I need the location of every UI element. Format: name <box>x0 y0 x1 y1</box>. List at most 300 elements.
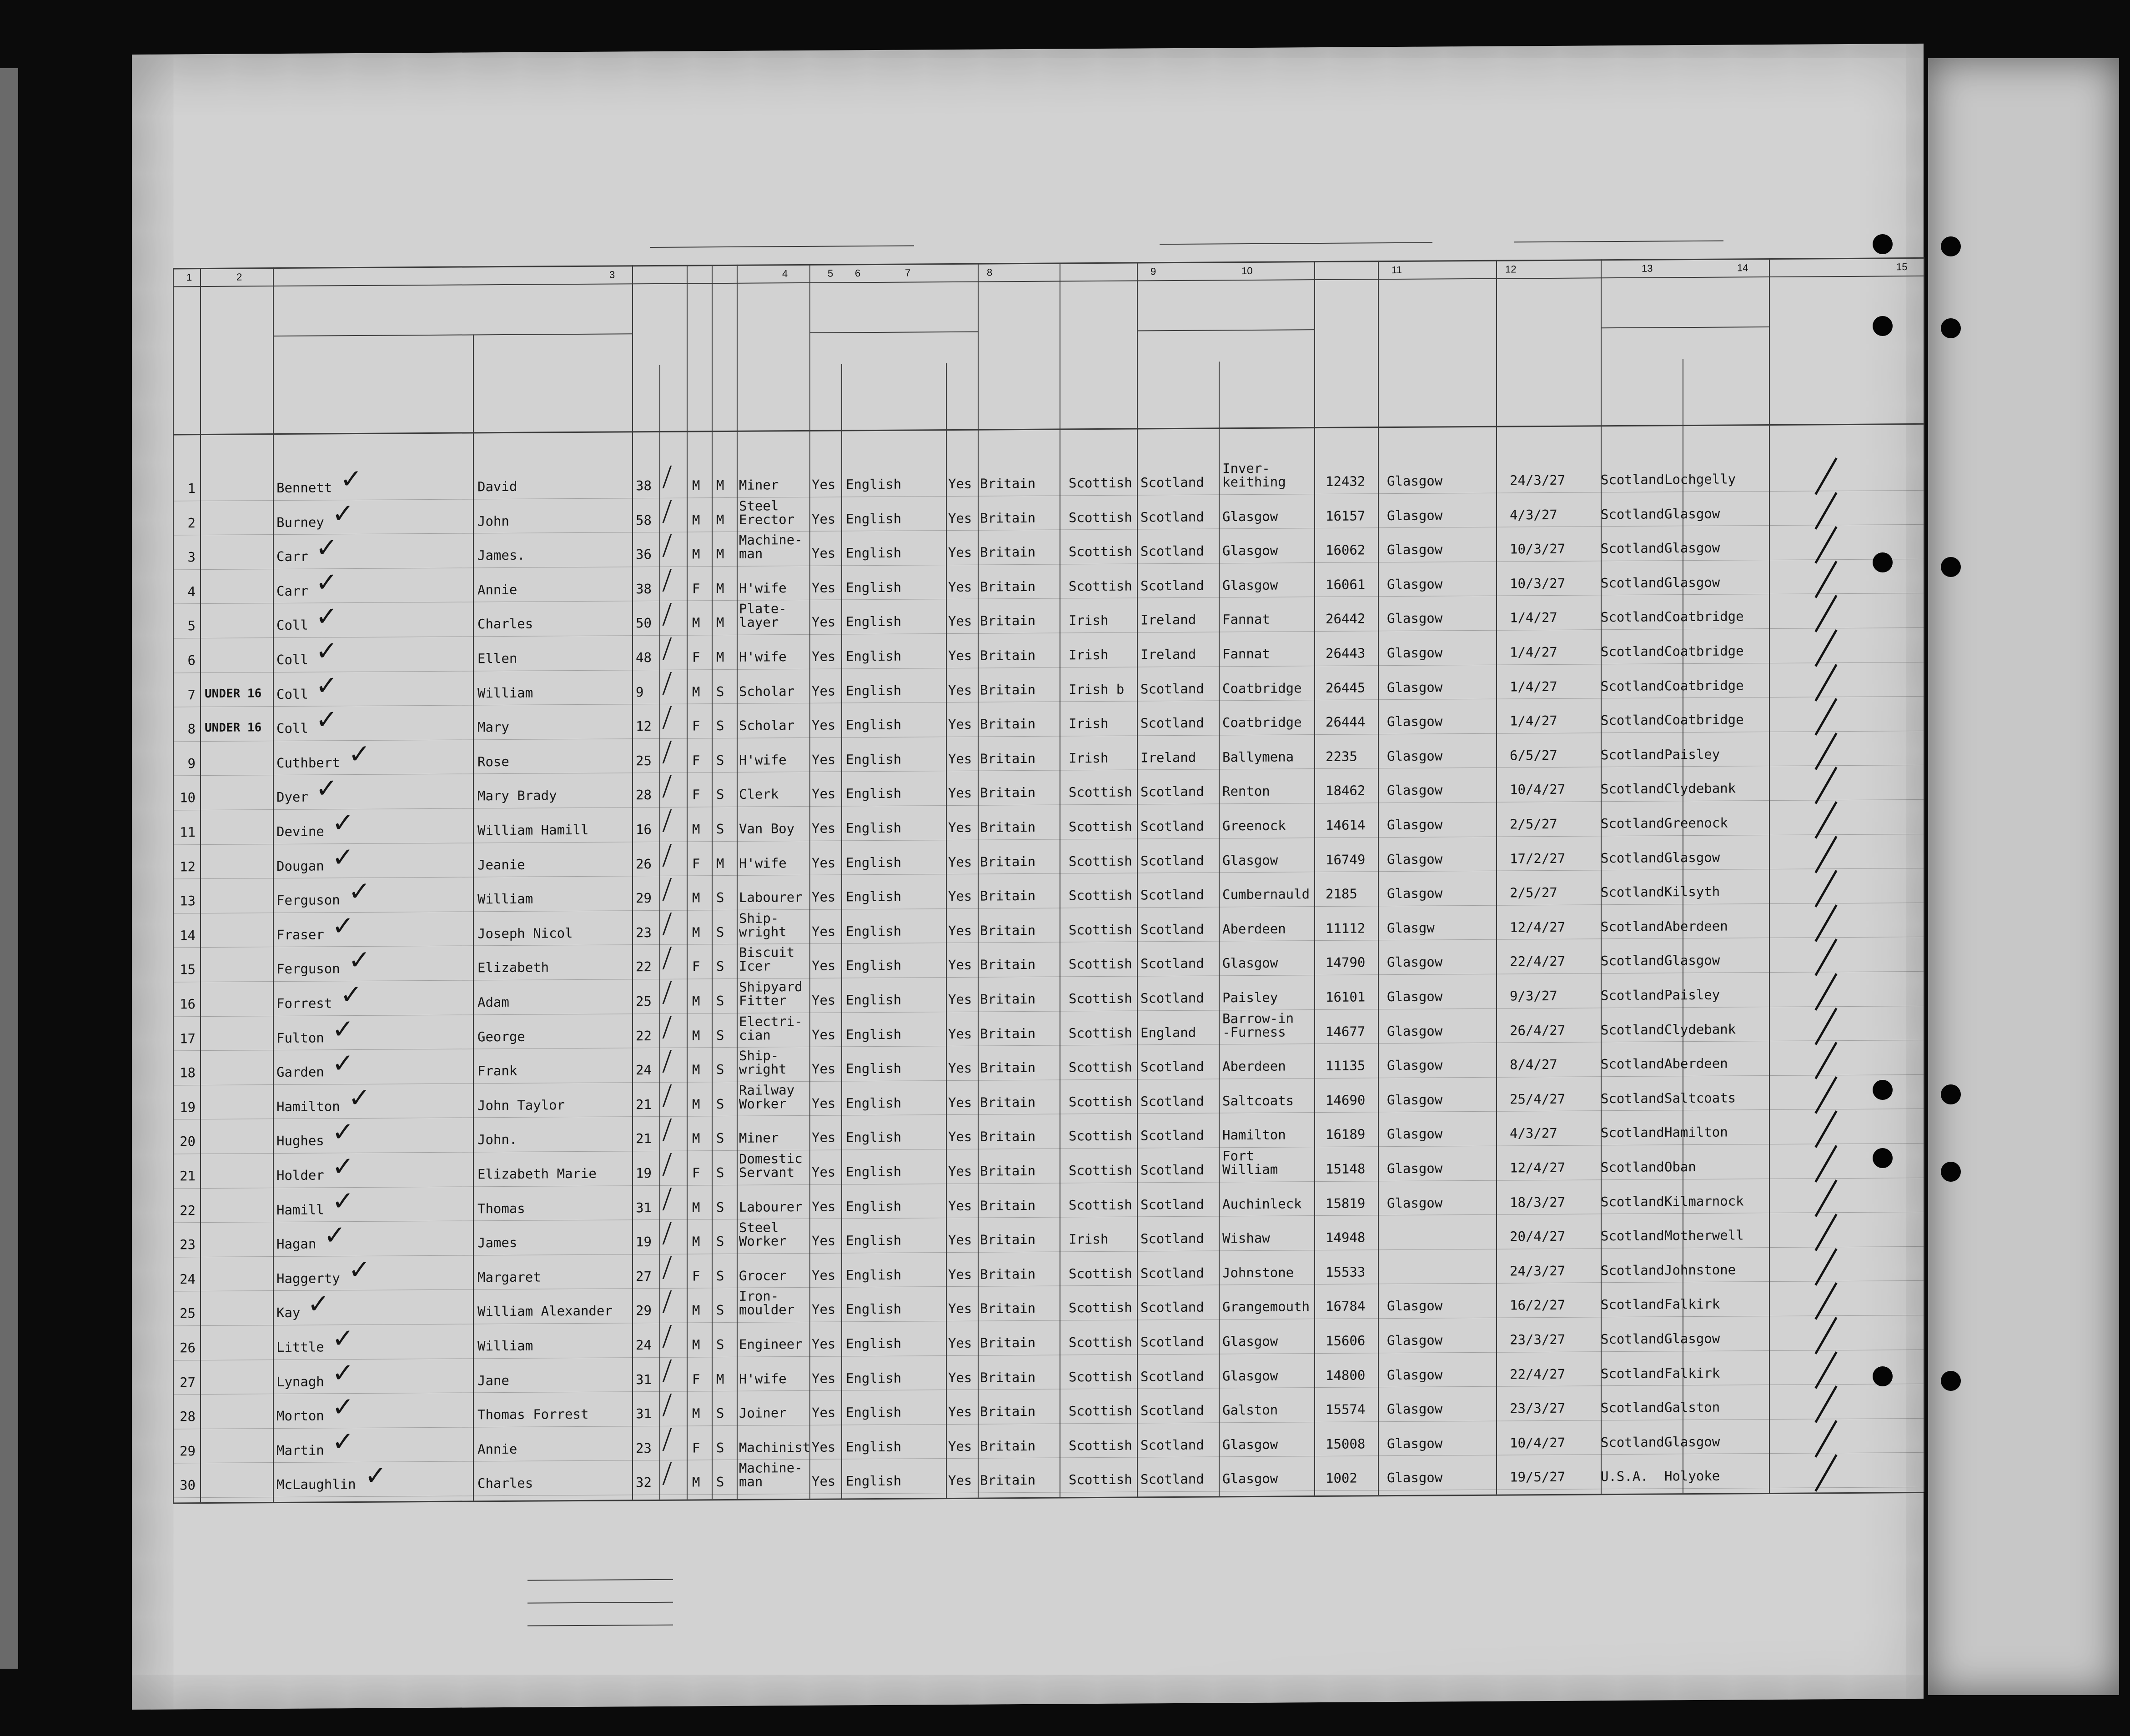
cell-family: Hughes <box>276 1133 324 1149</box>
cell-family: Martin <box>276 1442 324 1458</box>
cell-write: Yes <box>948 923 972 938</box>
checkmark-icon: ✓ <box>340 978 362 1010</box>
cell-nat: Britain <box>980 819 1036 835</box>
checkmark-icon: ✓ <box>332 1116 354 1148</box>
cell-issued: Glasgow <box>1387 1401 1443 1417</box>
punch-hole <box>1941 557 1961 577</box>
cell-age: 25 <box>636 993 652 1009</box>
cell-sex: M <box>692 615 700 631</box>
cell-nat: Britain <box>980 1025 1036 1042</box>
cell-nat: Britain <box>980 1060 1036 1076</box>
cell-rcity: Holyoke <box>1664 1468 1720 1484</box>
hdr-place-of-birth <box>1137 313 1314 314</box>
cell-country: Scotland <box>1140 681 1204 697</box>
cell-country: Scotland <box>1140 1368 1204 1385</box>
punch-hole <box>1873 1080 1893 1100</box>
cell-rcity: Coatbridge <box>1664 608 1744 625</box>
cell-visa: 15606 <box>1326 1333 1366 1349</box>
cell-age: 25 <box>636 753 652 769</box>
cell-sex: M <box>692 890 700 906</box>
cell-date: 8/4/27 <box>1510 1057 1557 1073</box>
cell-country: Scotland <box>1140 887 1204 903</box>
cell-nat: Britain <box>980 1404 1036 1420</box>
cell-family: Carr <box>276 548 308 565</box>
cell-write: Yes <box>948 751 972 767</box>
age-tick-icon: ╱ <box>660 1188 674 1210</box>
cell-race: Scottish <box>1069 887 1132 903</box>
cell-date: 23/3/27 <box>1510 1400 1566 1416</box>
cell-nat: Britain <box>980 1197 1036 1214</box>
age-tick-icon: ╱ <box>660 1325 674 1348</box>
cell-visa: 2185 <box>1326 886 1357 902</box>
cell-occupation-line2: layer <box>739 614 779 631</box>
cell-visa: 26443 <box>1326 645 1366 661</box>
cell-no: 14 <box>180 927 196 943</box>
age-tick-icon: ╱ <box>660 1291 674 1314</box>
cell-no: 18 <box>180 1065 196 1081</box>
cell-country: Scotland <box>1140 955 1204 972</box>
cell-race: Irish b <box>1069 681 1125 697</box>
cell-age: 12 <box>636 718 652 734</box>
cell-race: Scottish <box>1069 784 1132 800</box>
cell-sex: M <box>692 512 700 528</box>
cell-issued: Glasgow <box>1387 542 1443 558</box>
cell-occupation: Biscuit <box>739 944 795 961</box>
cell-issued: Glasgow <box>1387 817 1443 833</box>
cell-ms: S <box>716 821 724 837</box>
cell-sex: M <box>692 1405 700 1421</box>
cell-age: 24 <box>636 1062 652 1078</box>
checkmark-icon: ✓ <box>332 1323 354 1354</box>
checkmark-icon: ✓ <box>316 532 338 563</box>
cell-birth-city: Galston <box>1222 1402 1278 1418</box>
cell-rcity: Paisley <box>1664 746 1720 763</box>
cell-issued: Glasgow <box>1387 645 1443 661</box>
cell-sex: M <box>692 683 700 700</box>
cell-birth-city: Coatbridge <box>1222 714 1302 731</box>
cell-given: James. <box>477 547 525 563</box>
cell-visa: 16784 <box>1326 1298 1366 1315</box>
checkmark-icon: ✓ <box>348 1254 371 1285</box>
cell-birth-city-line2: keithing <box>1222 474 1286 490</box>
cell-given: Ellen <box>477 650 517 667</box>
cell-ms: S <box>716 993 724 1009</box>
cell-ms: M <box>716 615 724 631</box>
cell-ms: S <box>716 1027 724 1043</box>
cell-lang: English <box>846 1439 902 1455</box>
cell-visa: 15008 <box>1326 1436 1366 1452</box>
cell-given: Annie <box>477 1441 517 1457</box>
cell-issued: Glasgow <box>1387 679 1443 695</box>
cell-lang: English <box>846 579 902 596</box>
cell-lang: English <box>846 992 902 1008</box>
cell-given: Joseph Nicol <box>477 925 573 942</box>
cell-race: Scottish <box>1069 1403 1132 1419</box>
cell-lang: English <box>846 1404 902 1420</box>
cell-rcity: Kilmarnock <box>1664 1193 1744 1209</box>
cell-age: 29 <box>636 1303 652 1319</box>
cell-lang: English <box>846 545 902 561</box>
cell-family: Carr <box>276 583 308 599</box>
cell-lang: English <box>846 820 902 836</box>
cell-no: 5 <box>187 618 196 634</box>
checkmark-icon: ✓ <box>332 1013 354 1044</box>
cell-no: 13 <box>180 893 196 909</box>
cell-nat: Britain <box>980 475 1036 492</box>
cell-read: Yes <box>812 683 836 699</box>
cell-no: 9 <box>187 755 196 772</box>
cell-visa: 14790 <box>1326 954 1366 971</box>
cell-issued: Glasgow <box>1387 885 1443 902</box>
cell-read: Yes <box>812 958 836 974</box>
cell-family: Dyer <box>276 789 308 805</box>
cell-birth-city: Inver- <box>1222 460 1270 477</box>
cell-visa: 16061 <box>1326 577 1366 592</box>
cell-read: Yes <box>812 1233 836 1249</box>
cell-rcountry: Scotland <box>1601 1056 1664 1072</box>
cell-lang: English <box>846 1301 902 1317</box>
punch-hole <box>1941 318 1961 338</box>
cell-nat: Britain <box>980 510 1036 526</box>
column-number: 8 <box>987 266 993 278</box>
cell-sex: F <box>692 1371 700 1387</box>
cell-issued: Glasgow <box>1387 1126 1443 1142</box>
cell-rcity: Paisley <box>1664 987 1720 1003</box>
cell-lang: English <box>846 958 902 973</box>
column-number: 3 <box>609 269 615 281</box>
cell-no: 15 <box>180 962 196 978</box>
cell-country: Scotland <box>1140 474 1204 491</box>
cell-issued: Glasgow <box>1387 1470 1443 1486</box>
cell-visa: 16062 <box>1326 542 1366 558</box>
cell-date: 12/4/27 <box>1510 919 1566 935</box>
cell-issued: Glasgow <box>1387 851 1443 867</box>
cell-given: Adam <box>477 994 509 1010</box>
cell-occupation: Labourer <box>739 889 803 906</box>
age-tick-icon: ╱ <box>660 466 674 489</box>
cell-given: Jeanie <box>477 857 525 873</box>
cell-rcountry: Scotland <box>1601 472 1664 488</box>
cell-race: Scottish <box>1069 1094 1132 1110</box>
punch-hole <box>1873 316 1893 336</box>
checkmark-icon: ✓ <box>348 738 371 769</box>
cell-occupation: Machine- <box>739 1460 803 1476</box>
cell-given: William Alexander <box>477 1303 613 1320</box>
cell-race: Scottish <box>1069 1334 1132 1350</box>
cell-occupation-line2: Worker <box>739 1233 787 1249</box>
cell-birth-city-line2: William <box>1222 1161 1278 1178</box>
cell-sex: F <box>692 1165 700 1181</box>
cell-given: John <box>477 513 509 529</box>
cell-visa: 18462 <box>1326 783 1366 799</box>
cell-write: Yes <box>948 888 972 904</box>
cell-sex: F <box>692 649 700 665</box>
cell-birth-city: Renton <box>1222 783 1270 799</box>
cell-occupation: H'wife <box>739 855 787 871</box>
cell-race: Scottish <box>1069 1197 1132 1213</box>
age-tick-icon: ╱ <box>660 1016 674 1039</box>
cell-family: Coll <box>276 720 308 737</box>
cell-lang: English <box>846 854 902 871</box>
cell-race: Scottish <box>1069 1265 1132 1282</box>
cell-occupation-line2: Fitter <box>739 993 787 1008</box>
cell-rcountry: Scotland <box>1601 1022 1664 1038</box>
cell-age: 31 <box>636 1199 652 1215</box>
cell-issued: Glasgow <box>1387 1332 1443 1349</box>
cell-ms: S <box>716 958 724 974</box>
cell-country: Scotland <box>1140 783 1204 800</box>
cell-ms: S <box>716 1302 724 1318</box>
cell-family: Coll <box>276 652 308 668</box>
cell-no: 23 <box>180 1237 196 1253</box>
age-tick-icon: ╱ <box>660 775 674 798</box>
cell-read: Yes <box>812 752 836 768</box>
cell-visa: 14948 <box>1326 1229 1366 1246</box>
cell-rcity: Glasgow <box>1664 849 1720 866</box>
cell-occupation: Joiner <box>739 1405 787 1421</box>
cell-rcity: Glasgow <box>1664 540 1720 556</box>
cell-lang: English <box>846 1164 902 1180</box>
age-tick-icon: ╱ <box>660 810 674 833</box>
cell-given: George <box>477 1029 525 1044</box>
cell-birth-city: Johnstone <box>1222 1264 1294 1281</box>
cell-write: Yes <box>948 510 972 526</box>
cell-age: 23 <box>636 1440 652 1456</box>
cell-sex: M <box>692 1062 700 1078</box>
cell-no: 27 <box>180 1374 196 1390</box>
cell-ms: S <box>716 1199 724 1215</box>
cell-occupation-line2: moulder <box>739 1302 795 1318</box>
cell-lang: English <box>846 1335 902 1352</box>
cell-no: 28 <box>180 1409 196 1425</box>
checkmark-icon: ✓ <box>332 1151 354 1182</box>
checkmark-icon: ✓ <box>332 1425 354 1457</box>
cell-sex: M <box>692 993 700 1009</box>
cell-issued: Glasgw <box>1387 920 1435 936</box>
cell-visa: 26444 <box>1326 714 1366 730</box>
cell-rcountry: Scotland <box>1601 1124 1664 1141</box>
cell-race: Irish <box>1069 612 1109 628</box>
cell-lang: English <box>846 1198 902 1214</box>
cell-country: Scotland <box>1140 853 1204 869</box>
cell-rcity: Glasgow <box>1664 1330 1720 1347</box>
age-tick-icon: ╱ <box>660 1050 674 1073</box>
service-name <box>223 94 359 95</box>
cell-rcity: Motherwell <box>1664 1227 1744 1244</box>
hdr-family-name <box>273 371 409 372</box>
cell-read: Yes <box>812 1336 836 1352</box>
cell-rcountry: Scotland <box>1601 1434 1664 1450</box>
passenger-table <box>132 44 1924 1493</box>
hdr-read-language <box>841 363 941 364</box>
cell-ms: S <box>716 890 724 906</box>
cell-read: Yes <box>812 1301 836 1318</box>
cell-race: Scottish <box>1069 1128 1132 1144</box>
cell-family: Haggerty <box>276 1270 340 1286</box>
hdr-head-tax <box>200 326 264 327</box>
cell-rcountry: Scotland <box>1601 987 1664 1003</box>
cell-visa: 11112 <box>1326 920 1366 936</box>
cell-given: Mary <box>477 719 509 735</box>
checkmark-icon: ✓ <box>316 567 338 598</box>
cell-write: Yes <box>948 785 972 801</box>
cell-sex: F <box>692 787 700 803</box>
cell-birth-city: Paisley <box>1222 989 1278 1006</box>
cell-rcity: Coatbridge <box>1664 677 1744 694</box>
cell-read: Yes <box>812 580 836 596</box>
cell-rcity: Glasgow <box>1664 574 1720 591</box>
cell-occupation: Clerk <box>739 786 779 803</box>
cell-birth-city: Glasgow <box>1222 1368 1278 1384</box>
cell-read: Yes <box>812 1473 836 1490</box>
cell-issued: Glasgow <box>1387 954 1443 970</box>
cell-rcity: Coatbridge <box>1664 643 1744 659</box>
cell-sex: M <box>692 1027 700 1044</box>
cell-nat: Britain <box>980 1163 1036 1179</box>
checkmark-icon: ✓ <box>316 635 338 667</box>
cell-no: 11 <box>180 824 196 840</box>
age-tick-icon: ╱ <box>660 1429 674 1451</box>
cell-family: Hamilton <box>276 1099 340 1114</box>
cell-ms: S <box>716 1234 724 1249</box>
hdr-issued-at <box>1378 349 1496 350</box>
cell-ms: S <box>716 1440 724 1455</box>
cell-rcountry: Scotland <box>1601 781 1664 797</box>
cell-country: Scotland <box>1140 577 1204 594</box>
cell-given: Elizabeth <box>477 959 549 976</box>
age-tick-icon: ╱ <box>660 1085 674 1108</box>
cell-given: Thomas Forrest <box>477 1406 589 1423</box>
cell-write: Yes <box>948 716 972 733</box>
cell-occupation-line2: man <box>739 1474 763 1490</box>
cell-no: 30 <box>180 1477 196 1493</box>
age-tick-icon: ╱ <box>660 1257 674 1279</box>
cell-sex: F <box>692 581 700 597</box>
cell-lang: English <box>846 1026 902 1043</box>
cell-lang: English <box>846 786 902 802</box>
column-number: 9 <box>1150 266 1156 277</box>
age-tick-icon: ╱ <box>660 707 674 729</box>
cell-birth-city: Glasgow <box>1222 542 1278 559</box>
cell-date: 10/3/27 <box>1510 541 1566 557</box>
cell-ms: S <box>716 1165 724 1181</box>
cell-family: Ferguson <box>276 961 340 977</box>
cell-occupation: Steel <box>739 1219 779 1236</box>
punch-hole <box>1873 234 1893 254</box>
cell-lang: English <box>846 614 902 630</box>
cell-age: 19 <box>636 1165 652 1181</box>
cell-ms: S <box>716 924 724 940</box>
cell-no: 1 <box>187 481 196 497</box>
cell-race: Scottish <box>1069 1369 1132 1385</box>
cell-birth-city: Greenock <box>1222 818 1286 834</box>
cell-nat: Britain <box>980 647 1036 663</box>
cell-lang: English <box>846 923 902 939</box>
column-number: 2 <box>236 271 242 283</box>
cell-nat: Britain <box>980 922 1036 938</box>
cell-write: Yes <box>948 682 972 698</box>
cell-lang: English <box>846 648 902 664</box>
cell-lang: English <box>846 1060 902 1077</box>
cell-given: Rose <box>477 753 509 770</box>
cell-issued: Glasgow <box>1387 576 1443 592</box>
age-tick-icon: ╱ <box>660 569 674 592</box>
cell-read: Yes <box>812 1164 836 1180</box>
cell-age: 38 <box>636 478 652 494</box>
cell-age: 38 <box>636 581 652 597</box>
cell-issued: Glasgow <box>1387 1298 1443 1314</box>
cell-birth-city: Ballymena <box>1222 749 1294 765</box>
cell-read: Yes <box>812 992 836 1008</box>
cell-read: Yes <box>812 545 836 562</box>
cell-given: Margaret <box>477 1269 541 1285</box>
cell-given: Jane <box>477 1372 509 1388</box>
cell-read: Yes <box>812 1199 836 1214</box>
cell-occupation: Domestic <box>739 1150 803 1167</box>
cell-birth-city: Glasgow <box>1222 1470 1278 1487</box>
cell-country: Scotland <box>1140 1299 1204 1315</box>
cell-country: Ireland <box>1140 749 1196 766</box>
cell-race: Scottish <box>1069 578 1132 594</box>
age-tick-icon: ╱ <box>660 1360 674 1382</box>
cell-visa: 2235 <box>1326 748 1357 764</box>
cell-visa: 26445 <box>1326 680 1366 696</box>
cell-no: 16 <box>180 996 196 1012</box>
cell-tax: UNDER 16 <box>205 721 262 735</box>
punch-hole <box>1941 1371 1961 1391</box>
cell-birth-city: Aberdeen <box>1222 921 1286 937</box>
age-tick-icon: ╱ <box>660 982 674 1004</box>
cell-nat: Britain <box>980 716 1036 732</box>
cell-given: Frank <box>477 1063 517 1079</box>
cell-read: Yes <box>812 855 836 871</box>
cell-age: 48 <box>636 650 652 666</box>
cell-given: John. <box>477 1132 517 1148</box>
cell-sex: M <box>692 924 700 940</box>
cell-ms: S <box>716 1096 724 1112</box>
cell-read: Yes <box>812 1267 836 1283</box>
cell-occupation: Iron- <box>739 1288 779 1305</box>
cell-country: Scotland <box>1140 818 1204 834</box>
cell-no: 4 <box>187 583 196 600</box>
cell-read: Yes <box>812 717 836 733</box>
cell-family: Fraser <box>276 927 324 943</box>
cell-rcountry: Scotland <box>1601 506 1664 522</box>
cell-write: Yes <box>948 1026 972 1042</box>
cell-birth-city: Fannat <box>1222 646 1270 662</box>
cell-date: 1/4/27 <box>1510 644 1557 660</box>
cell-sex: M <box>692 477 700 493</box>
cell-lang: English <box>846 1267 902 1283</box>
cell-rcity: Falkirk <box>1664 1296 1720 1312</box>
cell-occupation: Steel <box>739 497 779 514</box>
cell-country: Scotland <box>1140 1265 1204 1281</box>
cell-race: Scottish <box>1069 543 1132 560</box>
column-number: 14 <box>1737 262 1748 274</box>
cell-sex: F <box>692 753 700 768</box>
cell-birth-city: Cumbernauld <box>1222 886 1310 903</box>
hdr-calling <box>737 341 809 342</box>
column-number: 15 <box>1896 261 1908 273</box>
cell-rcity: Falkirk <box>1664 1365 1720 1381</box>
cell-nat: Britain <box>980 682 1036 698</box>
cell-tax: UNDER 16 <box>205 686 262 701</box>
cell-family: Coll <box>276 617 308 633</box>
hdr-birth-country <box>1137 368 1219 369</box>
cell-read: Yes <box>812 648 836 664</box>
cell-rcity: Coatbridge <box>1664 712 1744 728</box>
cell-lang: English <box>846 717 902 733</box>
